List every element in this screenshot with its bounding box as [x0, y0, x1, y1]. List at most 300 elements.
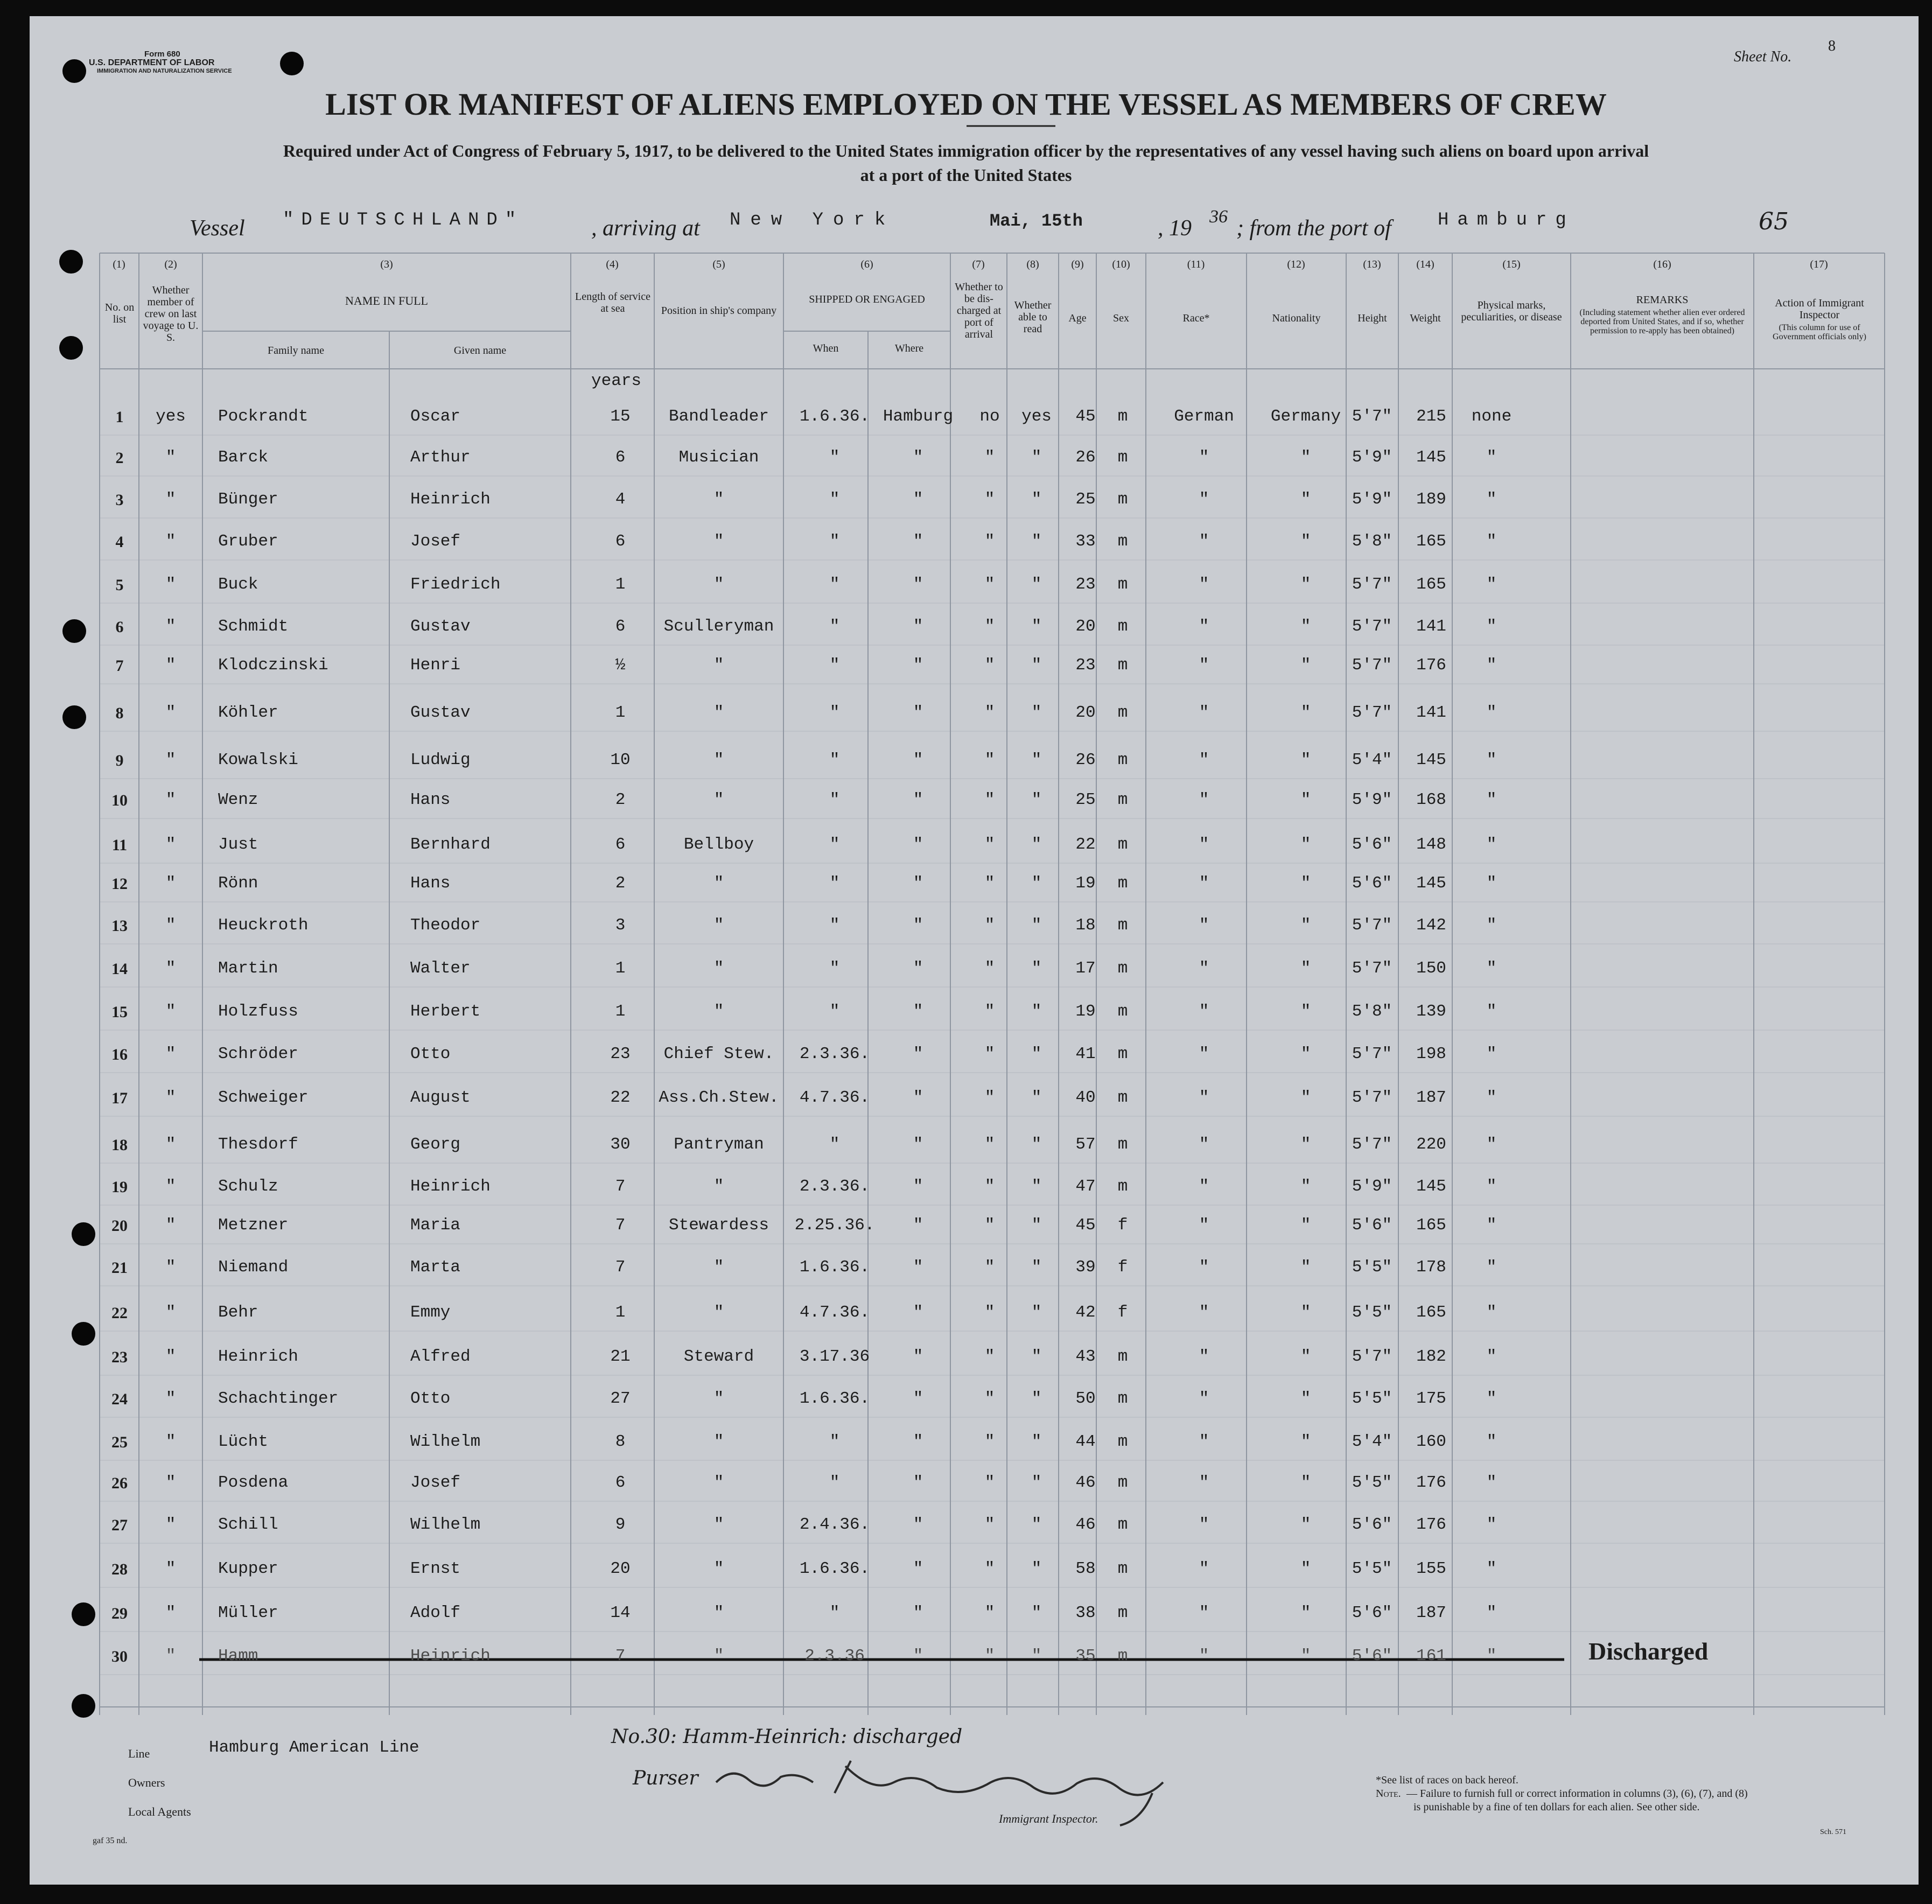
cell-where: "	[913, 874, 923, 893]
cell-weight: 165	[1416, 575, 1446, 594]
cell-nat: "	[1300, 1177, 1311, 1196]
cell-sex: m	[1117, 1473, 1128, 1492]
cell-disch: "	[984, 1216, 995, 1235]
cell-age: 26	[1075, 448, 1096, 467]
column-number: (16)	[1653, 258, 1671, 270]
cell-phys: "	[1486, 617, 1497, 636]
header-weight: Weight	[1410, 312, 1441, 324]
cell-where: "	[913, 1347, 923, 1366]
cell-age: 58	[1075, 1559, 1096, 1578]
cell-sex: f	[1117, 1258, 1128, 1277]
cell-disch: "	[984, 1002, 995, 1021]
cell-member: "	[165, 1303, 176, 1322]
discharged-stamp: Discharged	[1588, 1637, 1709, 1665]
cell-where: "	[913, 1647, 923, 1665]
years-unit-label: years	[591, 372, 642, 390]
cell-race: "	[1199, 1559, 1209, 1578]
cell-member: "	[165, 1647, 176, 1665]
column-number: (4)	[606, 258, 619, 270]
printer-code: gaf 35 nd.	[93, 1836, 128, 1845]
cell-member: "	[165, 1135, 176, 1154]
cell-nat: "	[1300, 1045, 1311, 1063]
cell-member: "	[165, 490, 176, 509]
cell-position: "	[713, 490, 724, 509]
cell-nat: "	[1300, 790, 1311, 809]
cell-weight: 175	[1416, 1389, 1446, 1408]
cell-member: "	[165, 1389, 176, 1408]
note-label: Note.	[1376, 1788, 1401, 1800]
cell-read: "	[1031, 959, 1042, 978]
cell-phys: "	[1486, 790, 1497, 809]
arriving-at: New York	[730, 210, 895, 230]
cell-family: Behr	[218, 1303, 258, 1322]
header-name-in-full: NAME IN FULL	[345, 294, 428, 307]
cell-race: "	[1199, 490, 1209, 509]
cell-age: 57	[1075, 1135, 1096, 1154]
cell-height: 5'9"	[1352, 448, 1392, 467]
cell-disch: "	[984, 959, 995, 978]
cell-family: Schröder	[218, 1045, 298, 1063]
local-agents-label: Local Agents	[128, 1805, 191, 1818]
cell-phys: "	[1486, 703, 1497, 722]
cell-race: German	[1174, 407, 1234, 426]
cell-given: Wilhelm	[410, 1432, 481, 1451]
cell-phys: "	[1486, 575, 1497, 594]
cell-given: Josef	[410, 1473, 461, 1492]
cell-phys: none	[1471, 407, 1512, 426]
cell-phys: "	[1486, 1258, 1497, 1277]
cell-weight: 148	[1416, 835, 1446, 854]
cell-member: "	[165, 751, 176, 769]
form-number: Form 680	[144, 50, 180, 59]
cell-position: "	[713, 575, 724, 594]
cell-disch: "	[984, 1177, 995, 1196]
cell-given: Maria	[410, 1216, 461, 1235]
cell-height: 5'6"	[1352, 1515, 1392, 1534]
cell-when: 2.3.36	[804, 1647, 865, 1665]
cell-position: "	[713, 874, 724, 893]
cell-weight: 141	[1416, 703, 1446, 722]
cell-sex: m	[1117, 835, 1128, 854]
cell-height: 5'8"	[1352, 1002, 1392, 1021]
cell-nat: "	[1300, 1432, 1311, 1451]
cell-member: "	[165, 1258, 176, 1277]
cell-read: "	[1031, 1135, 1042, 1154]
cell-position: "	[713, 1473, 724, 1492]
cell-member: "	[165, 617, 176, 636]
cell-family: Schmidt	[218, 617, 289, 636]
cell-weight: 142	[1416, 916, 1446, 935]
cell-family: Buck	[218, 575, 258, 594]
cell-age: 45	[1075, 407, 1096, 426]
cell-where: "	[913, 575, 923, 594]
cell-height: 5'9"	[1352, 490, 1392, 509]
cell-position: "	[713, 703, 724, 722]
row-number: 1	[115, 408, 124, 426]
header-remarks: REMARKS	[1636, 294, 1689, 306]
cell-family: Hamm	[218, 1647, 258, 1665]
cell-where: "	[913, 1559, 923, 1578]
cell-disch: "	[984, 1432, 995, 1451]
cell-weight: 182	[1416, 1347, 1446, 1366]
cell-phys: "	[1486, 1432, 1497, 1451]
cell-phys: "	[1486, 490, 1497, 509]
cell-height: 5'5"	[1352, 1303, 1392, 1322]
cell-disch: "	[984, 1473, 995, 1492]
cell-where: "	[913, 959, 923, 978]
header-action-note: (This column for use of Government officials only)	[1773, 323, 1866, 341]
cell-family: Heinrich	[218, 1347, 298, 1366]
from-port: Hamburg	[1438, 210, 1575, 230]
cell-read: "	[1031, 617, 1042, 636]
cell-when: "	[829, 656, 840, 675]
row-number: 13	[111, 917, 128, 935]
sheet-number: 8	[1828, 38, 1836, 54]
cell-nat: "	[1300, 703, 1311, 722]
row-number: 7	[115, 657, 124, 675]
cell-weight: 141	[1416, 617, 1446, 636]
cell-sex: m	[1117, 575, 1128, 594]
cell-position: "	[713, 532, 724, 551]
cell-member: "	[165, 656, 176, 675]
cell-disch: "	[984, 656, 995, 675]
cell-position: "	[713, 656, 724, 675]
cell-years: 14	[610, 1604, 631, 1622]
cell-age: 20	[1075, 703, 1096, 722]
cell-years: 7	[615, 1647, 626, 1665]
cell-height: 5'7"	[1352, 1135, 1392, 1154]
schedule-number: Sch. 571	[1820, 1828, 1846, 1836]
cell-race: "	[1199, 1347, 1209, 1366]
cell-read: "	[1031, 1002, 1042, 1021]
cell-age: 19	[1075, 874, 1096, 893]
cell-family: Schachtinger	[218, 1389, 339, 1408]
row-number: 2	[115, 449, 124, 467]
cell-given: Heinrich	[410, 1177, 491, 1196]
cell-age: 45	[1075, 1216, 1096, 1235]
column-number: (15)	[1502, 258, 1521, 270]
handwritten-note-row-30: No.30: Hamm-Heinrich: discharged	[611, 1726, 963, 1748]
cell-where: "	[913, 1088, 923, 1107]
cell-weight: 145	[1416, 751, 1446, 769]
cell-where: "	[913, 703, 923, 722]
service-name: IMMIGRATION AND NATURALIZATION SERVICE	[97, 68, 232, 74]
cell-given: Gustav	[410, 617, 471, 636]
cell-read: "	[1031, 1647, 1042, 1665]
cell-disch: "	[984, 874, 995, 893]
header-age: Age	[1068, 312, 1087, 324]
cell-member: "	[165, 1002, 176, 1021]
cell-phys: "	[1486, 1177, 1497, 1196]
cell-weight: 160	[1416, 1432, 1446, 1451]
cell-member: yes	[156, 407, 186, 426]
column-number: (2)	[164, 258, 177, 270]
cell-height: 5'5"	[1352, 1258, 1392, 1277]
cell-position: "	[713, 1389, 724, 1408]
cell-nat: "	[1300, 1303, 1311, 1322]
cell-sex: m	[1117, 1045, 1128, 1063]
cell-member: "	[165, 1559, 176, 1578]
cell-height: 5'8"	[1352, 532, 1392, 551]
cell-read: "	[1031, 835, 1042, 854]
cell-years: ½	[615, 656, 626, 675]
cell-read: "	[1031, 1303, 1042, 1322]
cell-years: 1	[615, 1303, 626, 1322]
cell-height: 5'5"	[1352, 1473, 1392, 1492]
cell-nat: "	[1300, 617, 1311, 636]
cell-where: "	[913, 1389, 923, 1408]
cell-position: "	[713, 959, 724, 978]
row-number: 30	[111, 1648, 128, 1665]
cell-years: 9	[615, 1515, 626, 1534]
cell-height: 5'9"	[1352, 790, 1392, 809]
cell-position: "	[713, 1177, 724, 1196]
cell-height: 5'6"	[1352, 1647, 1392, 1665]
cell-race: "	[1199, 916, 1209, 935]
cell-phys: "	[1486, 1647, 1497, 1665]
cell-family: Köhler	[218, 703, 278, 722]
header-sex: Sex	[1113, 312, 1129, 324]
cell-given: Herbert	[410, 1002, 481, 1021]
cell-race: "	[1199, 575, 1209, 594]
cell-years: 10	[610, 751, 631, 769]
cell-where: "	[913, 1177, 923, 1196]
cell-phys: "	[1486, 532, 1497, 551]
cell-given: Wilhelm	[410, 1515, 481, 1534]
cell-when: "	[829, 1473, 840, 1492]
cell-read: yes	[1021, 407, 1052, 426]
cell-position: Stewardess	[668, 1216, 769, 1235]
cell-sex: m	[1117, 1177, 1128, 1196]
line-value: Hamburg American Line	[209, 1738, 419, 1757]
row-number: 11	[111, 836, 128, 854]
cell-family: Holzfuss	[218, 1002, 298, 1021]
header-member-last-voyage: Whether member of crew on last voyage to U. S.	[143, 284, 199, 344]
cell-years: 7	[615, 1258, 626, 1277]
cell-position: "	[713, 1559, 724, 1578]
cell-position: Musician	[678, 448, 759, 467]
cell-height: 5'6"	[1352, 1604, 1392, 1622]
cell-phys: "	[1486, 916, 1497, 935]
cell-sex: m	[1117, 959, 1128, 978]
row-number: 18	[111, 1136, 128, 1154]
row-number: 28	[111, 1560, 128, 1578]
cell-member: "	[165, 790, 176, 809]
cell-member: "	[165, 1216, 176, 1235]
cell-weight: 187	[1416, 1088, 1446, 1107]
cell-family: Schulz	[218, 1177, 278, 1196]
cell-sex: m	[1117, 448, 1128, 467]
cell-when: 1.6.36.	[799, 1258, 870, 1277]
cell-member: "	[165, 1432, 176, 1451]
cell-when: "	[829, 490, 840, 509]
cell-disch: "	[984, 1604, 995, 1622]
cell-years: 2	[615, 874, 626, 893]
cell-nat: "	[1300, 874, 1311, 893]
cell-years: 23	[610, 1045, 631, 1063]
cell-disch: no	[979, 407, 1000, 426]
cell-age: 33	[1075, 532, 1096, 551]
cell-disch: "	[984, 1515, 995, 1534]
cell-age: 44	[1075, 1432, 1096, 1451]
header-race: Race*	[1182, 312, 1210, 324]
cell-position: Chief Stew.	[663, 1045, 774, 1063]
cell-race: "	[1199, 1045, 1209, 1063]
cell-given: Bernhard	[410, 835, 491, 854]
cell-age: 18	[1075, 916, 1096, 935]
cell-years: 7	[615, 1216, 626, 1235]
cell-when: "	[829, 874, 840, 893]
cell-phys: "	[1486, 1216, 1497, 1235]
cell-race: "	[1199, 835, 1209, 854]
row-number: 26	[111, 1474, 128, 1492]
cell-read: "	[1031, 1389, 1042, 1408]
cell-position: Sculleryman	[663, 617, 774, 636]
cell-where: Hamburg	[883, 407, 954, 426]
cell-when: 2.4.36.	[799, 1515, 870, 1534]
cell-nat: "	[1300, 1647, 1311, 1665]
cell-given: Adolf	[410, 1604, 461, 1622]
cell-race: "	[1199, 1647, 1209, 1665]
cell-height: 5'4"	[1352, 1432, 1392, 1451]
cell-when: "	[829, 1432, 840, 1451]
cell-position: "	[713, 1432, 724, 1451]
owners-label: Owners	[128, 1776, 165, 1789]
cell-nat: Germany	[1270, 407, 1341, 426]
cell-where: "	[913, 1515, 923, 1534]
row-number: 25	[111, 1433, 128, 1451]
department-name: U.S. DEPARTMENT OF LABOR	[89, 58, 215, 67]
cell-race: "	[1199, 656, 1209, 675]
cell-given: Otto	[410, 1389, 451, 1408]
cell-read: "	[1031, 1258, 1042, 1277]
cell-when: "	[829, 1002, 840, 1021]
cell-where: "	[913, 1045, 923, 1063]
line-label: Line	[128, 1747, 150, 1760]
cell-given: Heinrich	[410, 1647, 491, 1665]
cell-sex: m	[1117, 703, 1128, 722]
column-number: (7)	[972, 258, 985, 270]
cell-when: 4.7.36.	[799, 1088, 870, 1107]
cell-sex: m	[1117, 790, 1128, 809]
cell-disch: "	[984, 490, 995, 509]
cell-age: 46	[1075, 1515, 1096, 1534]
row-number: 10	[111, 792, 128, 809]
cell-member: "	[165, 532, 176, 551]
cell-member: "	[165, 959, 176, 978]
cell-given: Oscar	[410, 407, 461, 426]
cell-years: 6	[615, 448, 626, 467]
cell-height: 5'7"	[1352, 1045, 1392, 1063]
cell-weight: 168	[1416, 790, 1446, 809]
cell-years: 3	[615, 916, 626, 935]
cell-height: 5'7"	[1352, 703, 1392, 722]
cell-disch: "	[984, 1135, 995, 1154]
cell-read: "	[1031, 1216, 1042, 1235]
cell-given: Marta	[410, 1258, 461, 1277]
cell-years: 20	[610, 1559, 631, 1578]
cell-sex: m	[1117, 407, 1128, 426]
cell-read: "	[1031, 874, 1042, 893]
cell-race: "	[1199, 1177, 1209, 1196]
note-text-1: — Failure to furnish full or correct information in columns (3), (6), (7), and (8)	[1406, 1788, 1748, 1800]
cell-weight: 189	[1416, 490, 1446, 509]
column-number: (6)	[860, 258, 873, 270]
cell-weight: 145	[1416, 1177, 1446, 1196]
cell-family: Martin	[218, 959, 278, 978]
row-number: 8	[115, 704, 124, 722]
vessel-name: "DEUTSCHLAND"	[283, 210, 524, 230]
cell-nat: "	[1300, 916, 1311, 935]
cell-disch: "	[984, 1258, 995, 1277]
cell-age: 40	[1075, 1088, 1096, 1107]
cell-phys: "	[1486, 751, 1497, 769]
cell-read: "	[1031, 1177, 1042, 1196]
cell-family: Gruber	[218, 532, 278, 551]
cell-family: Kowalski	[218, 751, 298, 769]
voyage-extra-number: 65	[1759, 208, 1789, 235]
cell-phys: "	[1486, 1088, 1497, 1107]
note-text-2: is punishable by a fine of ten dollars for each alien. See other side.	[1413, 1801, 1700, 1813]
row-number: 29	[111, 1605, 128, 1622]
cell-sex: m	[1117, 1647, 1128, 1665]
cell-read: "	[1031, 1045, 1042, 1063]
cell-race: "	[1199, 1135, 1209, 1154]
cell-nat: "	[1300, 448, 1311, 467]
cell-when: "	[829, 532, 840, 551]
cell-height: 5'7"	[1352, 617, 1392, 636]
cell-age: 46	[1075, 1473, 1096, 1492]
cell-race: "	[1199, 1473, 1209, 1492]
cell-phys: "	[1486, 1002, 1497, 1021]
cell-where: "	[913, 1002, 923, 1021]
cell-given: Friedrich	[410, 575, 501, 594]
cell-race: "	[1199, 1088, 1209, 1107]
cell-read: "	[1031, 448, 1042, 467]
cell-height: 5'7"	[1352, 575, 1392, 594]
cell-age: 22	[1075, 835, 1096, 854]
cell-race: "	[1199, 1216, 1209, 1235]
cell-disch: "	[984, 617, 995, 636]
cell-disch: "	[984, 1389, 995, 1408]
cell-years: 1	[615, 703, 626, 722]
cell-age: 23	[1075, 575, 1096, 594]
cell-when: 3.17.36	[799, 1347, 870, 1366]
cell-sex: m	[1117, 1088, 1128, 1107]
cell-weight: 139	[1416, 1002, 1446, 1021]
cell-family: Metzner	[218, 1216, 289, 1235]
cell-family: Schill	[218, 1515, 278, 1534]
cell-where: "	[913, 1604, 923, 1622]
sheet-label: Sheet No.	[1734, 48, 1792, 65]
cell-given: Hans	[410, 790, 451, 809]
cell-where: "	[913, 490, 923, 509]
cell-member: "	[165, 1177, 176, 1196]
cell-weight: 187	[1416, 1604, 1446, 1622]
cell-disch: "	[984, 1088, 995, 1107]
row-number: 15	[111, 1003, 128, 1021]
cell-given: Josef	[410, 532, 461, 551]
header-physical-marks: Physical marks, peculiarities, or disease	[1461, 299, 1562, 323]
cell-weight: 145	[1416, 448, 1446, 467]
cell-sex: m	[1117, 1515, 1128, 1534]
cell-member: "	[165, 703, 176, 722]
cell-weight: 176	[1416, 1473, 1446, 1492]
cell-where: "	[913, 1473, 923, 1492]
cell-weight: 215	[1416, 407, 1446, 426]
cell-age: 35	[1075, 1647, 1096, 1665]
header-position: Position in ship's company	[661, 305, 777, 317]
